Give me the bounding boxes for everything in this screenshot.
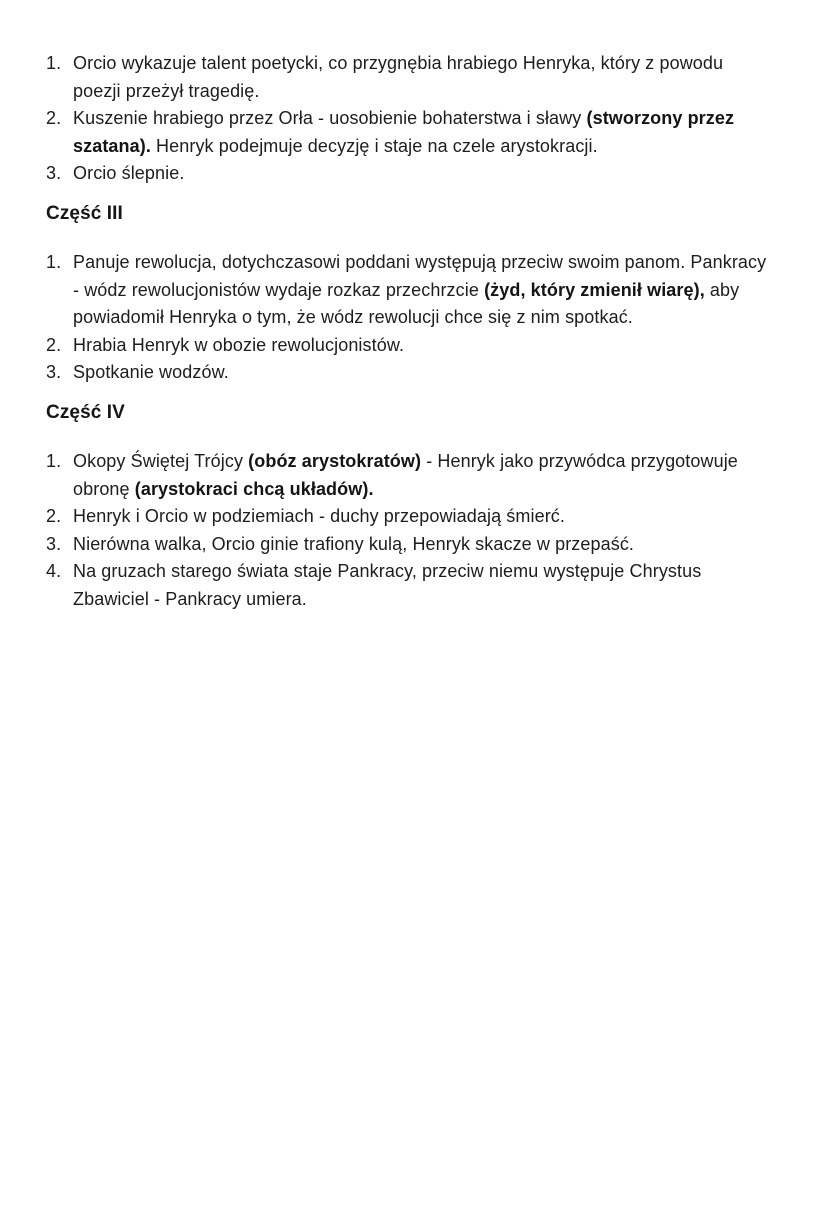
- ordered-list: [46, 249, 768, 387]
- section-heading: Część IV: [46, 401, 125, 423]
- text-run: Henryk podejmuje decyzję i staje na czele arystokracji.: [150, 135, 598, 156]
- list-item-number: 3.: [46, 362, 62, 382]
- list-item: [46, 160, 768, 188]
- list-item-number: 2.: [46, 108, 62, 128]
- list-item-number: 2.: [46, 334, 62, 355]
- text-run: Kuszenie hrabiego przez Orła - uosobienie bohaterstwa i sławy: [73, 108, 587, 128]
- list-item-number: 3.: [46, 163, 62, 183]
- list-item: [46, 531, 768, 559]
- text-run: - Henryk jako przywódca przygotowuje obronę: [73, 451, 738, 499]
- list-item: [46, 448, 768, 503]
- bold-text-run: (żyd, który zmienił wiarę),: [484, 279, 705, 300]
- list-item-text: [73, 558, 768, 613]
- list-item-number: 2.: [46, 506, 62, 526]
- text-run: Orcio ślepnie.: [73, 163, 185, 183]
- text-run: aby powiadomił Henryka o tym, że wódz rewolucji chce się z nim spotkać.: [73, 279, 740, 327]
- text-run: Orcio wykazuje talent poetycki, co przygnębia hrabiego Henryka, który z powodu poezji przeżył tragedię.: [73, 53, 724, 101]
- list-item: [46, 249, 768, 332]
- text-run: Nierówna walka, Orcio ginie trafiony kulą, Henryk skacze w przepaść.: [73, 533, 635, 554]
- list-item-text: [73, 105, 768, 160]
- list-item-number: 1.: [46, 451, 62, 471]
- list-item: [46, 105, 768, 160]
- list-item-text: [73, 503, 768, 531]
- list-item-text: [73, 359, 768, 387]
- text-run: Panuje rewolucja, dotychczasowi poddani występują przeciw swoim panom. Pankracy - wódz rewolucjonistów wydaje rozkaz przechrzcie: [73, 252, 767, 300]
- list-item-text: [73, 160, 768, 188]
- list-item: [46, 558, 768, 613]
- list-item-number: 1.: [46, 252, 62, 272]
- list-item-text: [73, 448, 768, 503]
- list-item-text: [73, 249, 768, 332]
- text-run: Hrabia Henryk w obozie rewolucjonistów.: [73, 334, 405, 355]
- ordered-list: [46, 50, 768, 188]
- list-item: [46, 50, 768, 105]
- list-item: [46, 503, 768, 531]
- list-item-text: [73, 531, 768, 559]
- section-heading: Część III: [46, 202, 123, 224]
- list-item: [46, 332, 768, 360]
- list-item-number: 3.: [46, 533, 62, 554]
- list-item-text: [73, 332, 768, 360]
- list-item-number: 4.: [46, 561, 62, 581]
- bold-text-run: (obóz arystokratów): [248, 451, 422, 471]
- text-run: Okopy Świętej Trójcy: [73, 451, 249, 471]
- text-run: Henryk i Orcio w podziemiach - duchy przepowiadają śmierć.: [73, 506, 565, 526]
- list-item-number: 1.: [46, 53, 62, 73]
- bold-text-run: (arystokraci chcą układów).: [134, 478, 374, 499]
- text-run: Na gruzach starego świata staje Pankracy, przeciw niemu występuje Chrystus Zbawiciel - Pankracy umiera.: [73, 561, 702, 609]
- list-item-text: [73, 50, 768, 105]
- list-item: [46, 359, 768, 387]
- ordered-list: [46, 448, 768, 613]
- text-run: Spotkanie wodzów.: [73, 362, 229, 382]
- bold-text-run: (stworzony przez szatana).: [73, 108, 735, 156]
